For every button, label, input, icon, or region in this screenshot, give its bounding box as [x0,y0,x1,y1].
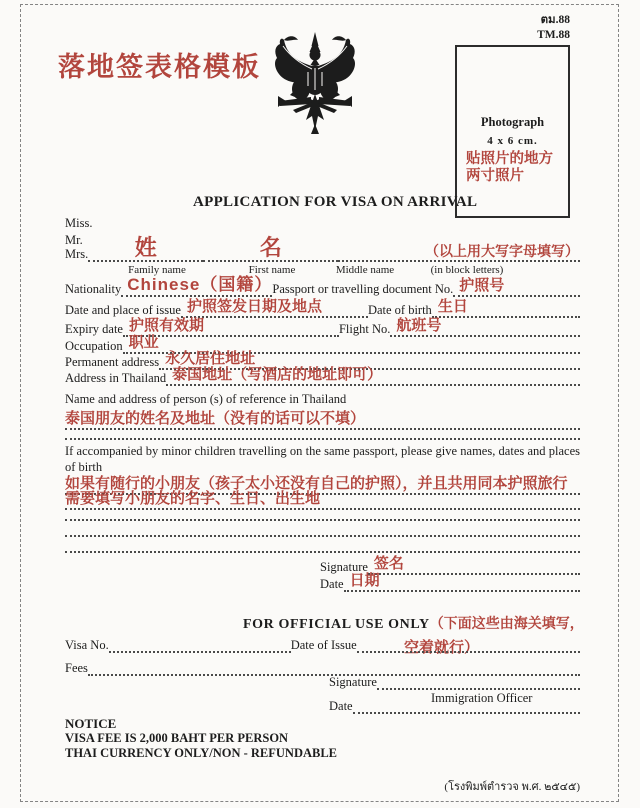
immigration-officer-label: Immigration Officer [431,691,533,705]
official-heading [243,613,584,633]
official-signature-row [329,670,580,690]
official-heading-cn-note2: 空着就行） [404,639,480,656]
blank-line-1 [65,511,580,521]
photo-box [455,45,570,218]
first-name-colhead: First name [248,264,296,276]
date-of-issue-label: Date of Issue [290,638,357,652]
date-of-issue-field [357,651,580,653]
title-mr-label: Mr. [65,233,83,247]
expiry-label: Expiry date [65,322,123,336]
notice-title: NOTICE [65,716,117,731]
date-label: Date [320,577,344,591]
children-note-row2 [65,490,580,510]
visa-no-label: Visa No. [65,638,109,652]
middle-name-field [338,243,580,262]
middle-name-colhead: Middle name [335,264,395,276]
notice-line2: THAI CURRENCY ONLY/NON - REFUNDABLE [65,746,338,760]
official-heading-cn-note: （下面这些由海关填写， [429,615,584,631]
signature-cn-note: 签名 [373,555,404,572]
form-code-latin: TM.88 [537,29,570,41]
reference-cn-note: 泰国朋友的姓名及地址（没有的话可以不填） [65,410,366,427]
printer-footnote-thai: (โรงพิมพ์ตำรวจ พ.ศ. ๒๕๔๕) [444,781,580,793]
date-field [344,573,580,592]
blank-line [65,519,580,521]
official-signature-label: Signature [329,675,377,689]
nationality-row [65,277,580,297]
photo-box-label: Photograph [480,115,545,129]
children-cn-note-2: 需要填写小朋友的名字、生日、出生地 [65,490,321,507]
thailand-address-label: Address in Thailand [65,371,167,385]
permanent-address-label: Permanent address [65,355,160,369]
occupation-cn-note: 职业 [128,334,159,351]
issue-field [181,299,368,318]
block-letters-cn-note: （以上用大写字母填写） [425,243,579,259]
photo-note-cn-1: 贴照片的地方 [466,151,553,167]
notice-line1: VISA FEE IS 2,000 BAHT PER PERSON [65,731,289,745]
nationality-label: Nationality [65,282,122,296]
family-name-field [88,237,203,262]
nationality-cn-note: Chinese（国籍） [127,275,273,294]
block-letters-colhead: (in block letters) [430,264,504,276]
official-date-label: Date [329,699,353,713]
thailand-address-row [65,366,580,386]
family-name-cn-note: 姓 [134,235,157,260]
visa-no-row [65,633,580,653]
reference-field [65,411,580,430]
reference-label: Name and address of person (s) of reference in Thailand [65,392,347,406]
blank-line-2 [65,527,580,537]
thailand-address-field [166,367,580,386]
passport-no-label: Passport or travelling document No. [272,282,454,296]
thailand-address-cn-note: 泰国地址（写酒店的地址即可） [172,366,383,383]
official-signature-field [377,688,580,690]
photo-note-cn-2: 两寸照片 [466,168,524,184]
flight-no-label: Flight No. [338,322,391,336]
issue-cn-note: 护照签发日期及地点 [186,298,322,315]
nationality-field [121,276,272,297]
occupation-label: Occupation [65,339,123,353]
official-heading-en: FOR OFFICIAL USE ONLY [243,617,430,632]
first-name-cn-note: 名 [259,235,282,260]
garuda-emblem-icon [271,32,359,138]
photo-size-label: 4 x 6 cm. [487,135,538,147]
permanent-address-cn-note: 永久居住地址 [165,350,256,367]
title-miss-label: Miss. [65,216,93,230]
blank-line [65,551,580,553]
children-field-2 [65,491,580,510]
date-row [320,572,580,592]
blank-line [65,535,580,537]
official-date-row [329,694,580,714]
signature-label: Signature [320,560,368,574]
visa-no-field [109,651,291,653]
passport-no-field [453,278,580,297]
dob-field [432,299,580,318]
official-date-field [353,712,580,714]
children-cn-note-1: 如果有随行的小朋友（孩子太小还没有自己的护照），并且共用同本护照旅行 [65,475,568,492]
blank-line-3 [65,543,580,553]
fees-label: Fees [65,661,88,675]
issue-label: Date and place of issue [65,303,181,317]
flight-cn-note: 航班号 [396,317,442,334]
dob-cn-note: 生日 [437,298,468,315]
dob-label: Date of birth [367,303,432,317]
title-mrs-label: Mrs. [65,247,89,261]
name-line [65,235,580,262]
children-text-line2: of birth [65,460,103,474]
family-name-colhead: Family name [128,264,186,276]
children-text-line1: If accompanied by minor children travelling on the same passport, please give names, dates and places [65,444,580,458]
date-cn-note: 日期 [349,572,380,589]
reference-field-row [65,410,580,430]
passport-cn-note: 护照号 [459,277,505,294]
reference-blank-line [65,430,580,440]
first-name-field [203,237,338,262]
blank-line [65,438,580,440]
form-title: APPLICATION FOR VISA ON ARRIVAL [193,194,478,210]
expiry-cn-note: 护照有效期 [128,317,204,334]
template-title: 落地签表格模板 [58,52,261,82]
form-code-thai: ตม.88 [540,14,570,26]
issue-row [65,298,580,318]
